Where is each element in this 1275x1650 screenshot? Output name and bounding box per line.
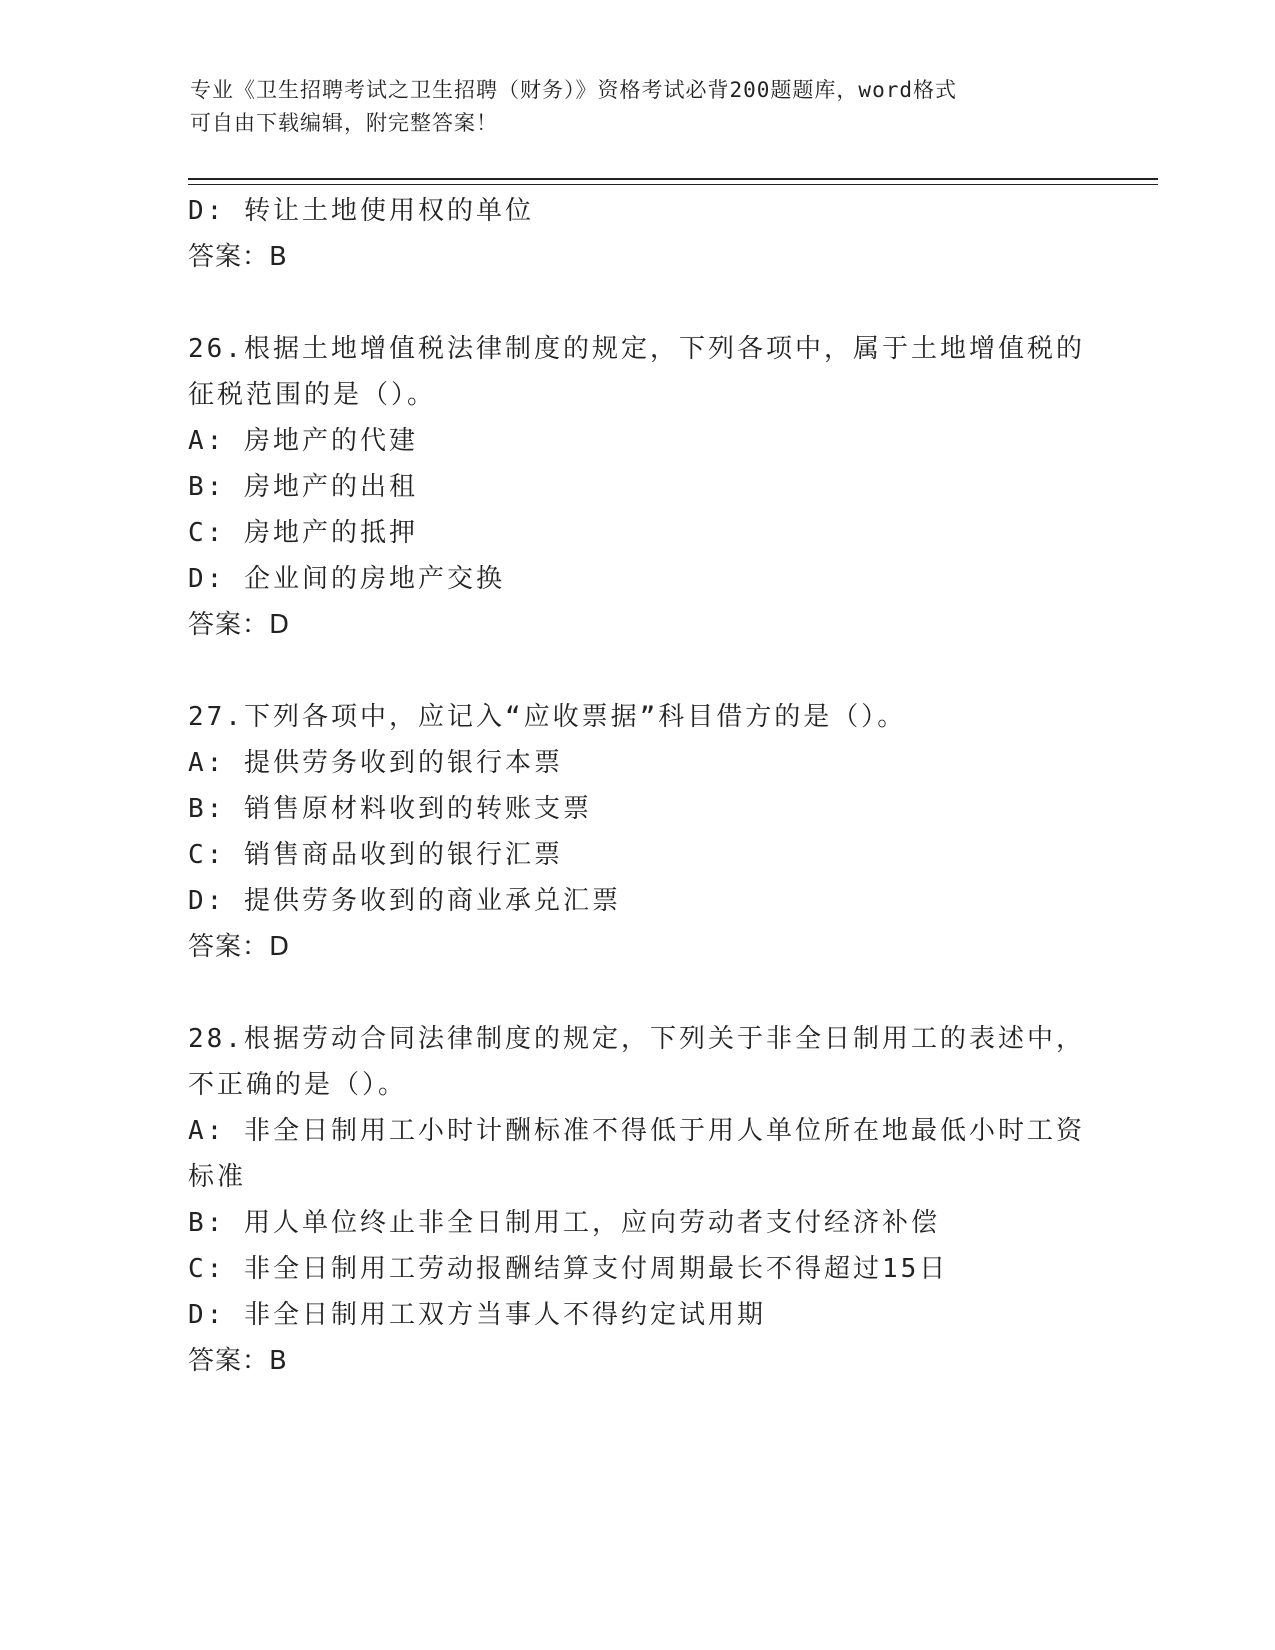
header-line-1: 专业《卫生招聘考试之卫生招聘（财务）》资格考试必背200题题库，word格式 xyxy=(190,78,957,102)
option-c: C: 非全日制用工劳动报酬结算支付周期最长不得超过15日 xyxy=(188,1254,949,1284)
header-line-2: 可自由下载编辑，附完整答案！ xyxy=(190,111,498,135)
option-d: D: 提供劳务收到的商业承兑汇票 xyxy=(188,886,621,916)
question-28 xyxy=(188,1016,1088,1384)
option-c: C: 销售商品收到的银行汇票 xyxy=(188,840,563,870)
option-a: A: 非全日制用工小时计酬标准不得低于用人单位所在地最低小时工资 xyxy=(188,1116,1085,1146)
question-27 xyxy=(188,694,1088,970)
option-d: D: 转让土地使用权的单位 xyxy=(188,196,534,226)
question-title-cont: 征税范围的是（）。 xyxy=(188,380,437,410)
option-a: A: 房地产的代建 xyxy=(188,426,418,456)
question-title: 26.根据土地增值税法律制度的规定，下列各项中，属于土地增值税的 xyxy=(188,334,1085,364)
question-content xyxy=(188,188,1088,1384)
question-title-cont: 不正确的是（）。 xyxy=(188,1070,408,1100)
question-title: 28.根据劳动合同法律制度的规定，下列关于非全日制用工的表述中， xyxy=(188,1024,1085,1054)
option-a: A: 提供劳务收到的银行本票 xyxy=(188,748,563,778)
answer: 答案：B xyxy=(188,1346,288,1376)
option-c: C: 房地产的抵押 xyxy=(188,518,418,548)
answer: 答案：B xyxy=(188,242,288,272)
option-b: B: 销售原材料收到的转账支票 xyxy=(188,794,592,824)
previous-question-tail xyxy=(188,188,1088,280)
question-26 xyxy=(188,326,1088,648)
option-d: D: 企业间的房地产交换 xyxy=(188,564,505,594)
answer: 答案：D xyxy=(188,610,291,640)
document-header xyxy=(190,74,1090,140)
option-d: D: 非全日制用工双方当事人不得约定试用期 xyxy=(188,1300,766,1330)
option-b: B: 用人单位终止非全日制用工，应向劳动者支付经济补偿 xyxy=(188,1208,940,1238)
question-title: 27.下列各项中，应记入“应收票据”科目借方的是（）。 xyxy=(188,702,907,732)
answer: 答案：D xyxy=(188,932,291,962)
option-a-cont: 标准 xyxy=(188,1162,247,1192)
header-divider xyxy=(188,178,1158,185)
option-b: B: 房地产的出租 xyxy=(188,472,418,502)
